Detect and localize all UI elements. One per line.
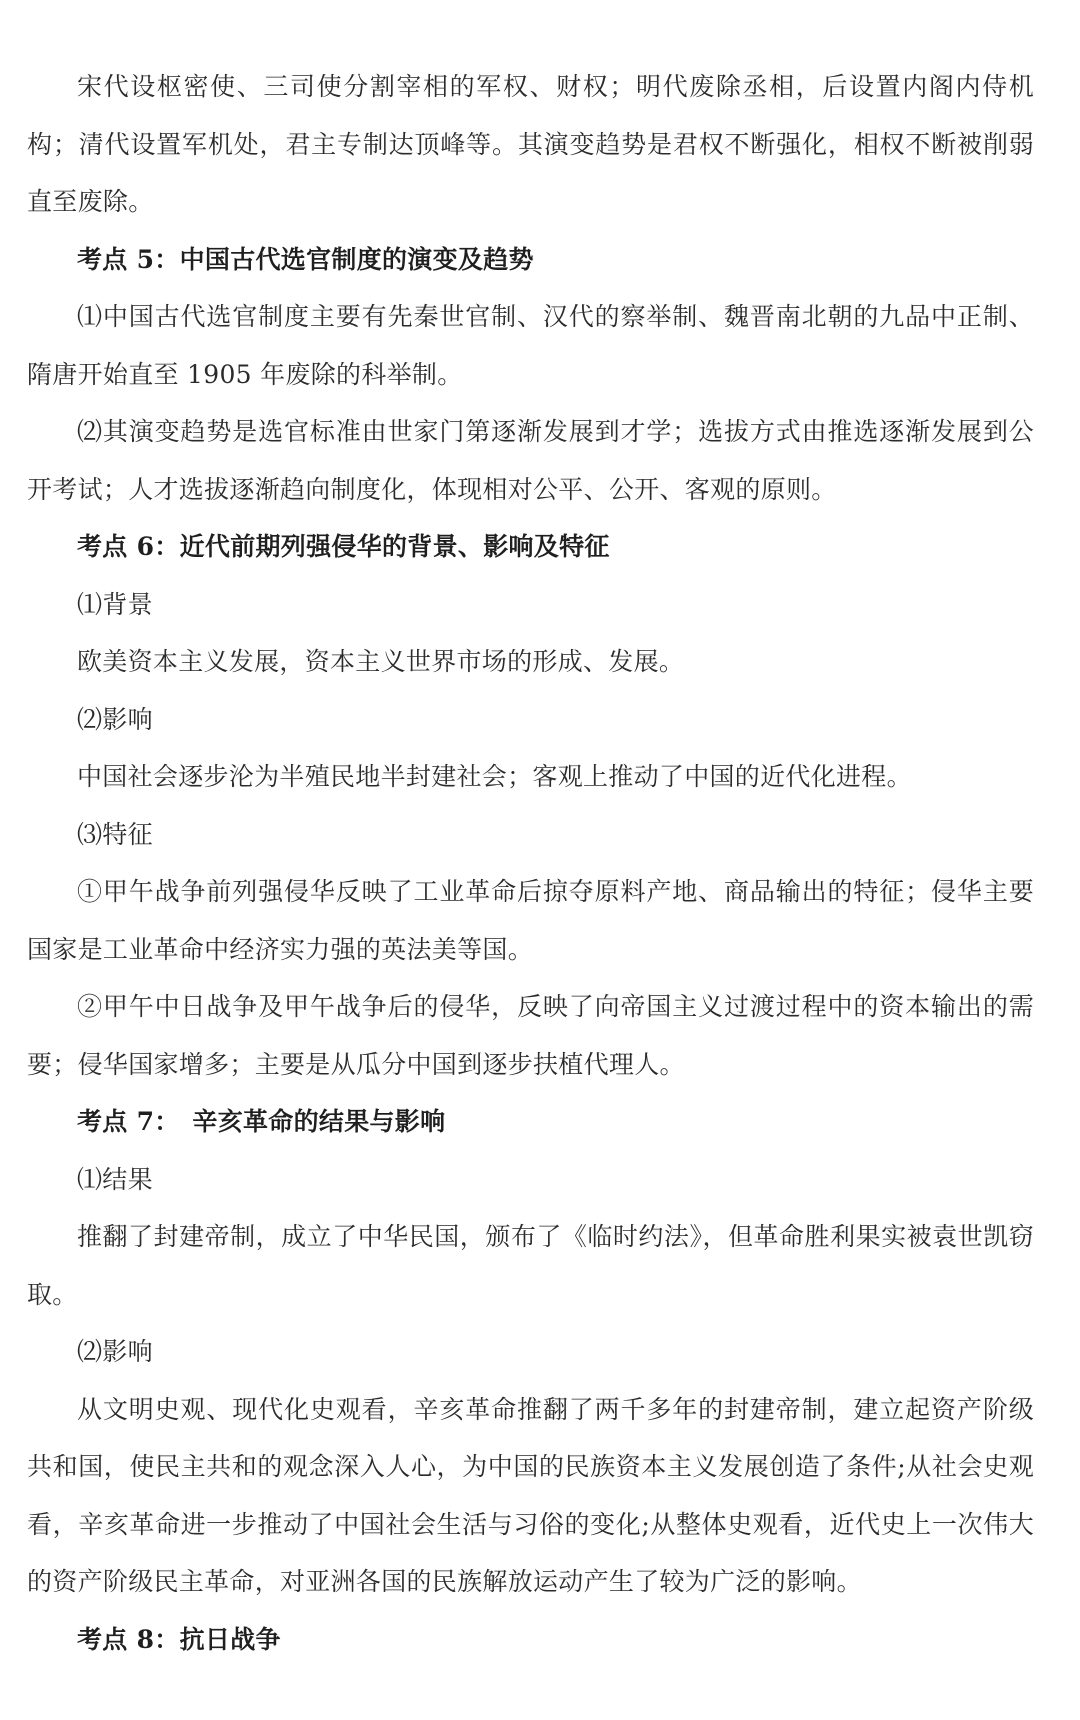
heading-point-8: 考点 8：抗日战争: [77, 1624, 281, 1654]
paragraph-song-ming-qing: 宋代设枢密使、三司使分割宰相的军权、财权；明代废除丞相，后设置内阁内侍机构；清代设置军机处，君主专制达顶峰等。其演变趋势是君权不断强化，相权不断被削弱直至废除。: [27, 72, 1034, 216]
paragraph-background: 欧美资本主义发展，资本主义世界市场的形成、发展。: [77, 647, 685, 676]
subheading-influence: ⑵影响: [77, 704, 153, 734]
paragraph-feature-1: ①甲午战争前列强侵华反映了工业革命后掠夺原料产地、商品输出的特征；侵华主要国家是工业革命中经济实力强的英法美等国。: [27, 877, 1034, 964]
subheading-impact: ⑵影响: [77, 1337, 153, 1366]
paragraph-influence: 中国社会逐步沦为半殖民地半封建社会；客观上推动了中国的近代化进程。: [77, 762, 912, 791]
paragraph-impact: 从文明史观、现代化史观看，辛亥革命推翻了两千多年的封建帝制，建立起资产阶级共和国，使民主共和的观念深入人心，为中国的民族资本主义发展创造了条件;从社会史观看，辛亥革命进一步推动了中国社会生活与习俗的变化;从整体史观看，近代史上一次伟大的资产阶级民主革命，对亚洲各国的民族解放运动产生了较为广泛的影响。: [27, 1394, 1034, 1596]
paragraph-point-5-item-2: ⑵其演变趋势是选官标准由世家门第逐渐发展到才学；选拔方式由推选逐渐发展到公开考试；人才选拔逐渐趋向制度化，体现相对公平、公开、客观的原则。: [27, 417, 1034, 504]
heading-point-5: 考点 5：中国古代选官制度的演变及趋势: [77, 244, 534, 274]
subheading-background: ⑴背景: [77, 589, 153, 619]
heading-point-7: 考点 7： 辛亥革命的结果与影响: [77, 1107, 446, 1136]
paragraph-point-5-item-1: ⑴中国古代选官制度主要有先秦世官制、汉代的察举制、魏晋南北朝的九品中正制、隋唐开始直至 1905 年废除的科举制。: [27, 302, 1034, 389]
subheading-result: ⑴结果: [77, 1164, 153, 1194]
paragraph-feature-2: ②甲午中日战争及甲午战争后的侵华，反映了向帝国主义过渡过程中的资本输出的需要；侵华国家增多；主要是从瓜分中国到逐步扶植代理人。: [27, 992, 1034, 1079]
heading-point-6: 考点 6：近代前期列强侵华的背景、影响及特征: [77, 532, 610, 561]
paragraph-result: 推翻了封建帝制，成立了中华民国，颁布了《临时约法》，但革命胜利果实被袁世凯窃取。: [27, 1222, 1034, 1309]
subheading-features: ⑶特征: [77, 819, 153, 849]
